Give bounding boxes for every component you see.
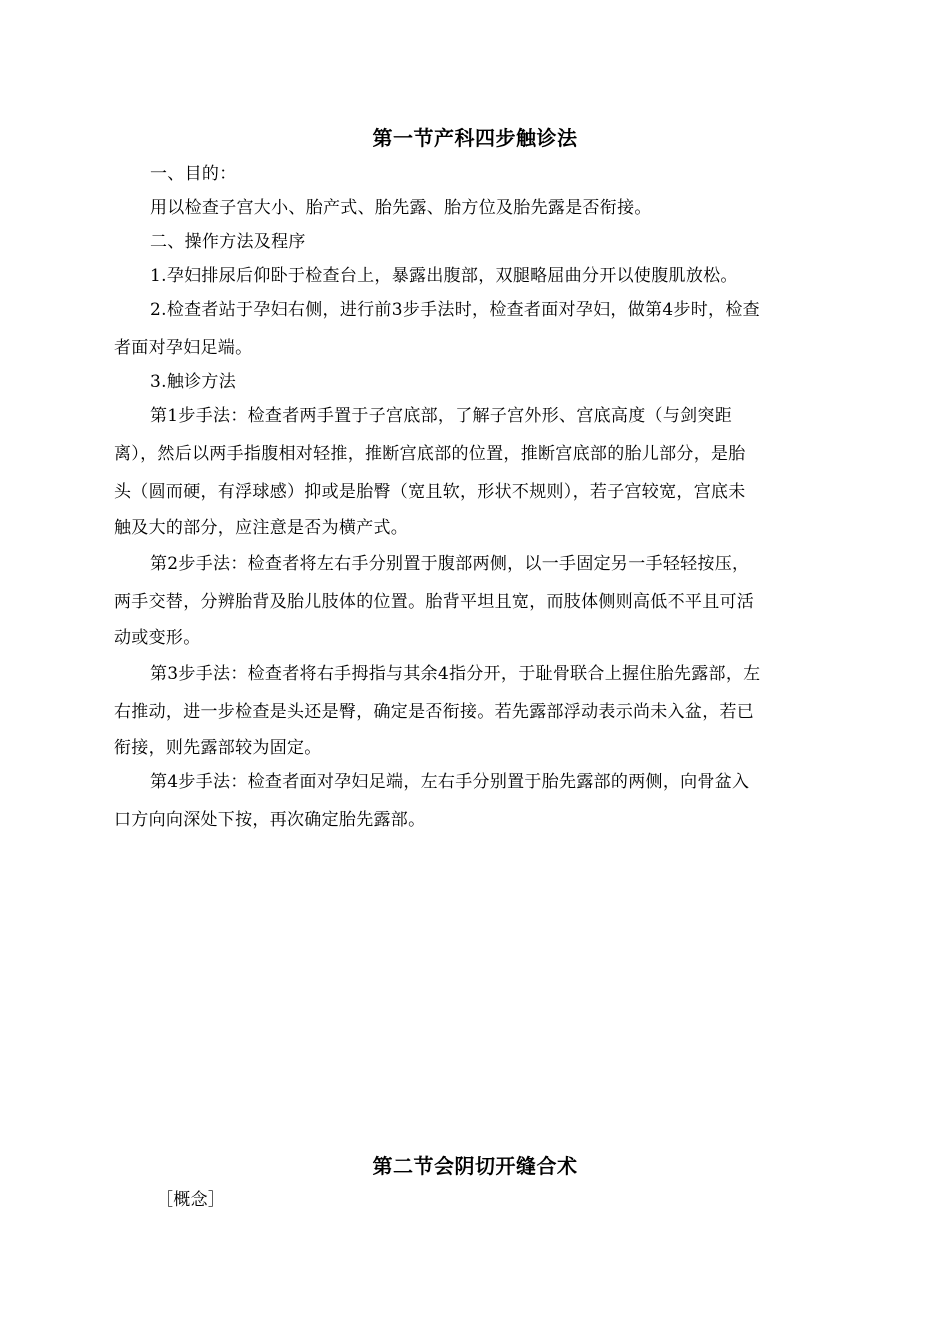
paragraph-line: 离），然后以两手指腹相对轻推，推断宫底部的位置，推断宫底部的胎儿部分，是胎 — [114, 444, 746, 464]
section-1-title: 第一节产科四步触诊法 — [372, 126, 578, 150]
paragraph-line: 第3步手法：检查者将右手拇指与其余4指分开，于耻骨联合上握住胎先露部，左 — [150, 664, 761, 684]
paragraph-line: 口方向向深处下按，再次确定胎先露部。 — [114, 810, 426, 830]
paragraph-line: 3.触诊方法 — [150, 372, 237, 392]
paragraph-line: 头（圆而硬，有浮球感）抑或是胎臀（宽且软，形状不规则），若子宫较宽，宫底未 — [114, 482, 746, 502]
paragraph-line: 两手交替，分辨胎背及胎儿肢体的位置。胎背平坦且宽，而肢体侧则高低不平且可活 — [114, 592, 755, 612]
paragraph-line: 2.检查者站于孕妇右侧，进行前3步手法时，检查者面对孕妇，做第4步时，检查 — [150, 300, 760, 320]
paragraph-line: 右推动，进一步检查是头还是臀，确定是否衔接。若先露部浮动表示尚未入盆，若已 — [114, 702, 755, 722]
paragraph-line: 者面对孕妇足端。 — [114, 338, 253, 358]
concept-heading: ［概念］ — [156, 1190, 226, 1210]
paragraph-line: 用以检查子宫大小、胎产式、胎先露、胎方位及胎先露是否衔接。 — [150, 198, 652, 218]
paragraph-line: 第2步手法：检查者将左右手分别置于腹部两侧，以一手固定另一手轻轻按压， — [150, 554, 750, 574]
paragraph-line: 触及大的部分，应注意是否为横产式。 — [114, 518, 409, 538]
paragraph-line: 一、目的： — [150, 164, 237, 184]
paragraph-line: 1.孕妇排尿后仰卧于检查台上，暴露出腹部，双腿略屈曲分开以使腹肌放松。 — [150, 266, 738, 286]
paragraph-line: 第4步手法：检查者面对孕妇足端，左右手分别置于胎先露部的两侧，向骨盆入 — [150, 772, 750, 792]
paragraph-line: 第1步手法：检查者两手置于子宫底部，了解子宫外形、宫底高度（与剑突距 — [150, 406, 733, 426]
paragraph-line: 衔接，则先露部较为固定。 — [114, 738, 322, 758]
section-2-title: 第二节会阴切开缝合术 — [372, 1154, 578, 1178]
paragraph-line: 动或变形。 — [114, 628, 201, 648]
paragraph-line: 二、操作方法及程序 — [150, 232, 306, 252]
